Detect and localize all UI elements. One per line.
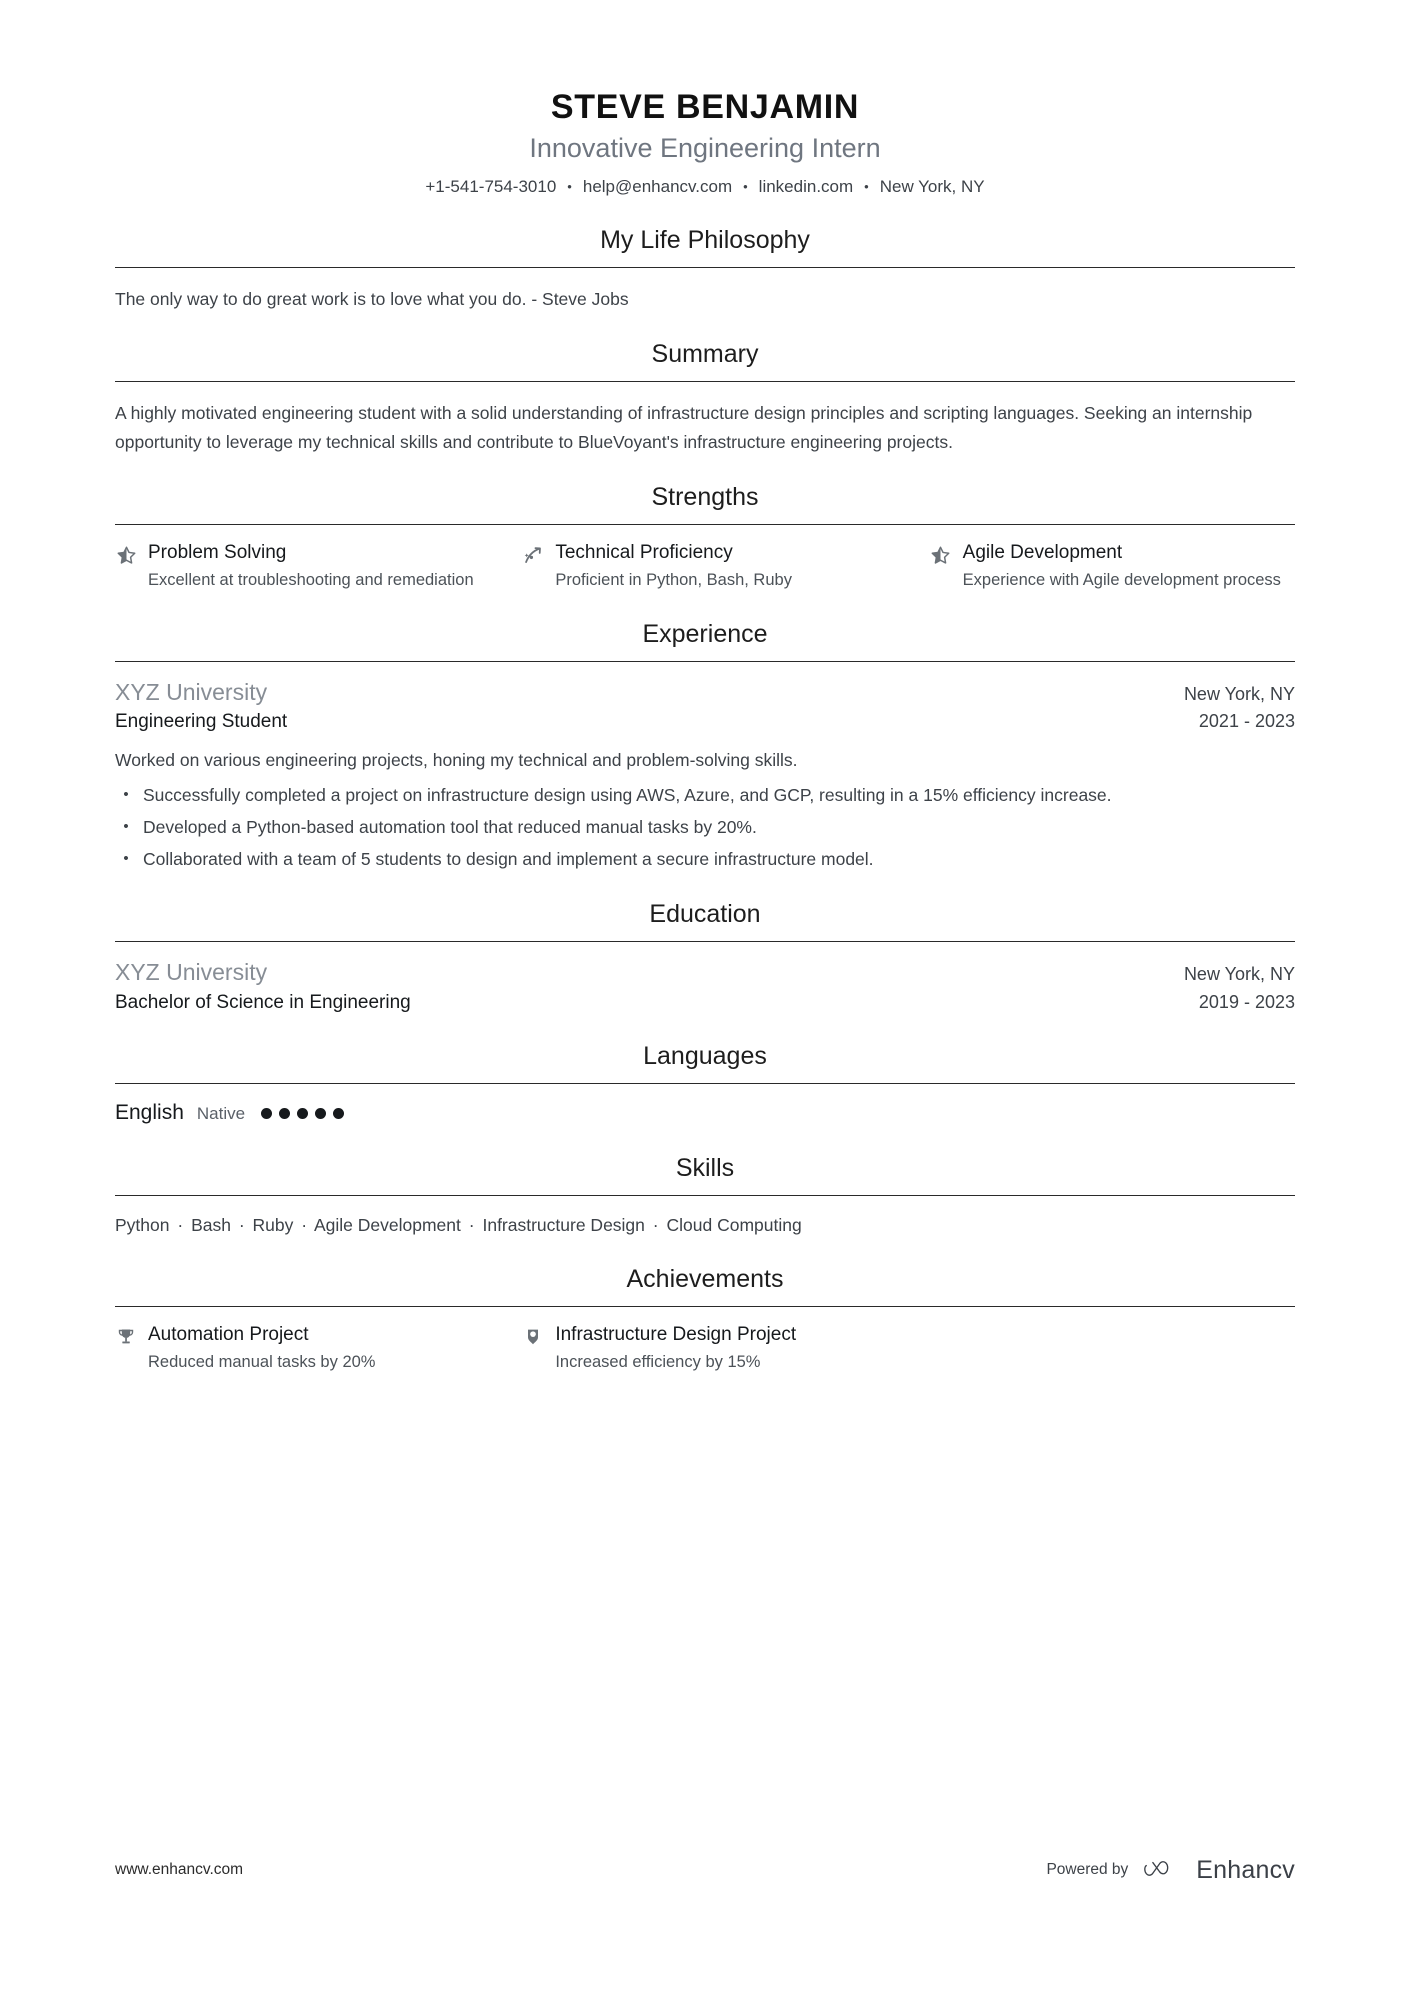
- education-entry: [115, 942, 1295, 1015]
- experience-entry-sub: [115, 710, 1295, 735]
- trophy-icon: [115, 1326, 137, 1348]
- strength-item: [930, 541, 1295, 593]
- experience-bullet: [115, 782, 1295, 809]
- achievement-title: Infrastructure Design Project: [555, 1323, 797, 1345]
- skill-separator-icon: ·: [468, 1214, 475, 1235]
- half-star-icon: [930, 544, 952, 566]
- strength-description: Excellent at troubleshooting and remediation: [148, 570, 474, 589]
- experience-bullets: [115, 782, 1295, 873]
- strength-description: Experience with Agile development process: [962, 570, 1281, 589]
- strengths-grid: [115, 525, 1295, 593]
- skill-separator-icon: ·: [177, 1214, 184, 1235]
- summary-body: [115, 382, 1295, 456]
- experience-bullet-text: Developed a Python-based automation tool that reduced manual tasks by 20%.: [143, 817, 757, 838]
- contact-bar: [115, 175, 1295, 199]
- enhancv-brand-name: Enhancv: [1196, 1855, 1295, 1884]
- experience-bullet: [115, 814, 1295, 841]
- trajectory-arrow-icon: [522, 544, 544, 566]
- education-entry-sub: [115, 991, 1295, 1016]
- achievement-description: Increased efficiency by 15%: [555, 1352, 761, 1371]
- section-title-philosophy: My Life Philosophy: [600, 225, 810, 254]
- strength-title: Technical Proficiency: [555, 542, 733, 564]
- page-footer: [115, 1857, 1295, 1883]
- skill-item: Python: [115, 1214, 170, 1235]
- section-summary: [115, 339, 1295, 456]
- contact-separator-icon: •: [743, 178, 748, 194]
- proficiency-dot-filled: [261, 1108, 272, 1119]
- experience-bullet-text: Successfully completed a project on infrastructure design using AWS, Azure, and GCP, resulting in a 15% efficiency increase.: [143, 784, 1112, 805]
- section-title-experience: Experience: [642, 619, 768, 648]
- experience-bullet: [115, 846, 1295, 873]
- skill-separator-icon: ·: [652, 1214, 659, 1235]
- section-achievements: [115, 1264, 1295, 1375]
- experience-organization: XYZ University: [115, 678, 268, 705]
- section-languages: [115, 1041, 1295, 1126]
- section-education: [115, 899, 1295, 1015]
- bullet-dot-icon: •: [123, 818, 129, 836]
- section-strengths: [115, 482, 1295, 593]
- bullet-dot-icon: •: [123, 785, 129, 803]
- strength-item: [115, 541, 480, 593]
- education-dates: 2019 - 2023: [1198, 991, 1295, 1012]
- enhancv-logo: [1143, 1857, 1295, 1883]
- proficiency-dot-filled: [333, 1108, 344, 1119]
- contact-phone[interactable]: +1-541-754-3010: [425, 177, 557, 197]
- proficiency-dot-filled: [279, 1108, 290, 1119]
- strength-description: Proficient in Python, Bash, Ruby: [555, 570, 792, 589]
- philosophy-quote: The only way to do great work is to love what you do. - Steve Jobs: [115, 288, 629, 309]
- language-level: Native: [196, 1103, 246, 1123]
- strength-text: [148, 541, 480, 593]
- enhancv-mark-icon: [1143, 1857, 1187, 1883]
- skill-item: Agile Development: [314, 1214, 461, 1235]
- experience-summary: Worked on various engineering projects, honing my technical and problem-solving skills.: [115, 749, 798, 770]
- medal-icon: [522, 1326, 544, 1348]
- experience-role: Engineering Student: [115, 711, 288, 733]
- contact-separator-icon: •: [567, 178, 572, 194]
- section-title-summary: Summary: [651, 340, 759, 369]
- achievement-item: [522, 1323, 887, 1375]
- achievement-item: [115, 1323, 480, 1375]
- contact-location: New York, NY: [879, 177, 985, 197]
- language-name: English: [115, 1101, 184, 1125]
- philosophy-body: [115, 268, 1295, 313]
- skill-item: Bash: [191, 1214, 231, 1235]
- experience-location: New York, NY: [1183, 683, 1295, 704]
- achievement-text: [148, 1323, 480, 1375]
- section-title-achievements: Achievements: [626, 1264, 784, 1293]
- contact-separator-icon: •: [864, 178, 869, 194]
- section-philosophy: [115, 225, 1295, 313]
- experience-entry: [115, 662, 1295, 874]
- candidate-name: STEVE BENJAMIN: [550, 88, 860, 126]
- language-proficiency-dots: [261, 1108, 344, 1119]
- proficiency-dot-filled: [297, 1108, 308, 1119]
- resume-header: [115, 0, 1295, 199]
- section-skills: [115, 1153, 1295, 1238]
- strength-title: Problem Solving: [148, 542, 287, 564]
- bullet-dot-icon: •: [123, 850, 129, 868]
- candidate-headline: Innovative Engineering Intern: [529, 133, 881, 164]
- section-title-strengths: Strengths: [651, 483, 759, 512]
- strength-text: [555, 541, 887, 593]
- achievement-description: Reduced manual tasks by 20%: [148, 1352, 376, 1371]
- strength-item: [522, 541, 887, 593]
- achievement-title: Automation Project: [148, 1323, 309, 1345]
- experience-dates: 2021 - 2023: [1198, 711, 1295, 732]
- experience-entry-top: [115, 678, 1295, 707]
- language-item: [115, 1084, 1295, 1126]
- proficiency-dot-filled: [315, 1108, 326, 1119]
- education-organization: XYZ University: [115, 959, 268, 986]
- footer-website-url[interactable]: www.enhancv.com: [115, 1860, 244, 1878]
- powered-by-label: Powered by: [1046, 1860, 1129, 1878]
- skill-separator-icon: ·: [301, 1214, 308, 1235]
- half-star-icon: [115, 544, 137, 566]
- footer-branding: [1046, 1857, 1295, 1883]
- education-location: New York, NY: [1183, 964, 1295, 985]
- skill-item: Ruby: [252, 1214, 294, 1235]
- section-experience: [115, 619, 1295, 874]
- achievement-empty-slot: [930, 1323, 1295, 1375]
- strength-title: Agile Development: [962, 542, 1123, 564]
- section-title-skills: Skills: [675, 1153, 735, 1182]
- education-degree: Bachelor of Science in Engineering: [115, 991, 411, 1013]
- contact-linkedin[interactable]: linkedin.com: [758, 177, 854, 197]
- summary-text: A highly motivated engineering student with a solid understanding of infrastructure design principles and scripting languages. Seeking an internship opportunity to leverage my technical skills and contribute to BlueVoyant's infrastructure engineering projects.: [115, 403, 1253, 452]
- contact-email[interactable]: help@enhancv.com: [582, 177, 733, 197]
- achievement-text: [555, 1323, 887, 1375]
- achievements-grid: [115, 1307, 1295, 1375]
- education-entry-top: [115, 958, 1295, 987]
- experience-bullet-text: Collaborated with a team of 5 students to design and implement a secure infrastructure model.: [143, 849, 874, 870]
- skill-separator-icon: ·: [238, 1214, 245, 1235]
- section-title-languages: Languages: [643, 1042, 767, 1071]
- strength-text: [963, 541, 1295, 593]
- skill-item: Infrastructure Design: [482, 1214, 645, 1235]
- section-title-education: Education: [649, 900, 761, 929]
- skills-list: [115, 1196, 1295, 1238]
- skill-item: Cloud Computing: [666, 1214, 802, 1235]
